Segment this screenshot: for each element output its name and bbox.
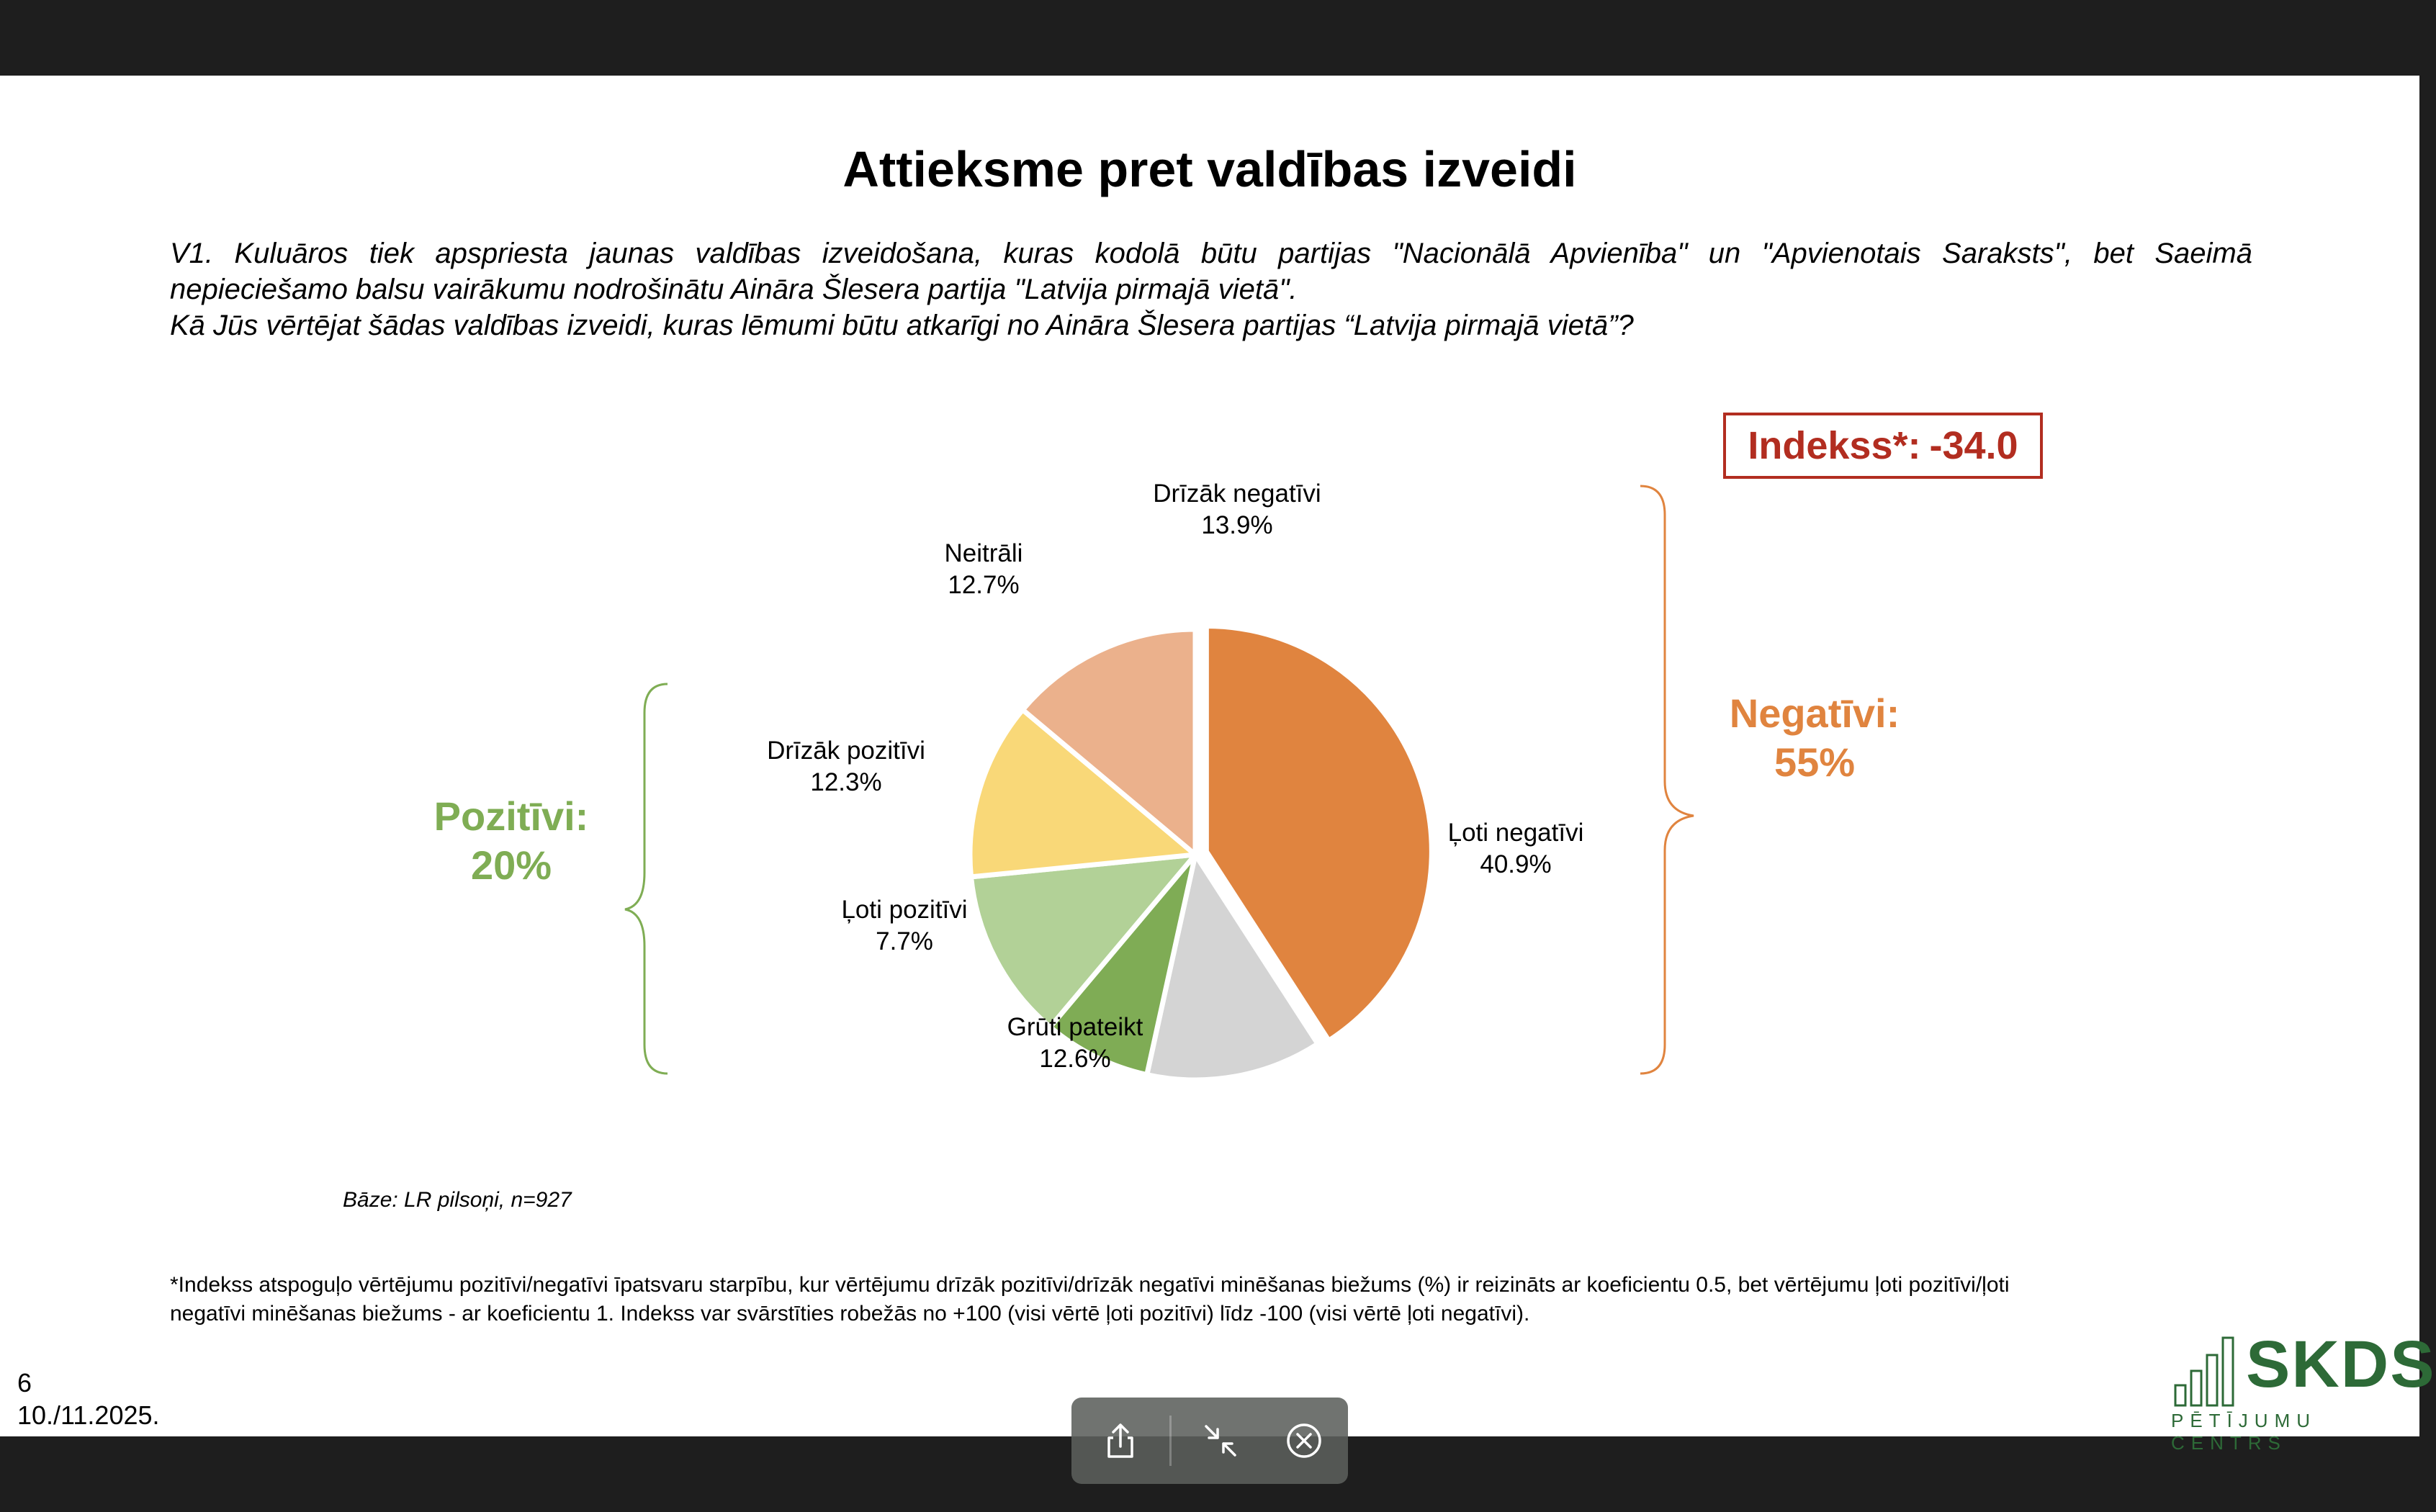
pie-slice-label: Drīzāk negatīvi 13.9% [1153,480,1321,539]
pie-slice-label: Ļoti negatīvi 40.9% [1447,819,1584,878]
pie-slice-label: Drīzāk pozitīvi 12.3% [767,737,925,796]
page-number: 6 [17,1368,32,1398]
close-button[interactable] [1269,1406,1339,1475]
skds-logo [2171,1325,2436,1454]
bar-chart-logo-icon [2174,1329,2246,1408]
question-line-3: Kā Jūs vērtējat šādas valdības izveidi, kuras lēmumi būtu atkarīgi no Aināra Šlesera partijas “Latvija pirmajā vietā”? [170,310,1634,341]
base-note: Bāze: LR pilsoņi, n=927 [343,1188,572,1212]
question-line-1: V1. Kuluāros tiek apspriesta jaunas valdības izveidošana, kuras kodolā būtu partijas "Nacionālā Apvienība" un "Apvienotais Saraksts", bet Saeimā [170,238,2252,269]
slide [0,76,2436,1454]
index-value: -34.0 [1929,424,2018,467]
pie-slice-label: Grūti pateikt 12.6% [1007,1013,1143,1073]
negative-brace [1640,486,1694,1074]
viewer-toolbar [1071,1398,1348,1484]
toolbar-separator [1169,1416,1172,1466]
logo-text: SKDS [2246,1328,2436,1401]
negative-summary-value: 55% [1774,739,1856,785]
share-icon [1099,1419,1142,1462]
negative-summary-label: Negatīvi: [1729,690,1900,736]
positive-summary-value: 20% [470,842,552,888]
footnote-line-1: *Indekss atspoguļo vērtējumu pozitīvi/negatīvi īpatsvaru starpību, kur vērtējumu drīzāk pozitīvi/drīzāk negatīvi minēšanas biežums (%) ir reizināts ar koeficientu 0.5, bet vērtējumu ļoti pozitīvi/ļoti [170,1273,2010,1297]
close-icon [1282,1419,1326,1462]
exit-fullscreen-button[interactable] [1186,1406,1255,1475]
slide-date: 10./11.2025. [17,1400,160,1430]
pie-slice-label: Neitrāli 12.7% [944,539,1023,599]
exit-fullscreen-icon [1199,1419,1242,1462]
logo-subtitle: PĒTĪJUMU CENTRS [2171,1410,2316,1454]
index-label: Indekss*: [1748,424,1921,467]
question-line-2: nepieciešamo balsu vairākumu nodrošinātu Aināra Šlesera partija "Latvija pirmajā vietā". [170,274,1298,305]
positive-brace [625,684,668,1074]
footnote-line-2: negatīvi minēšanas biežums - ar koeficientu 1. Indekss var svārstīties robežās no +100 (visi vērtē ļoti pozitīvi) līdz -100 (visi vērtē ļoti negatīvi). [170,1302,1530,1326]
pie-chart [0,76,2419,1436]
share-button[interactable] [1086,1406,1155,1475]
footnote [170,1271,2229,1328]
pie-slice-label: Ļoti pozitīvi 7.7% [841,896,968,955]
positive-summary-label: Pozitīvi: [433,793,589,839]
pie-slices [970,626,1432,1080]
slide-title: Attieksme pret valdības izveidi [842,141,1577,197]
